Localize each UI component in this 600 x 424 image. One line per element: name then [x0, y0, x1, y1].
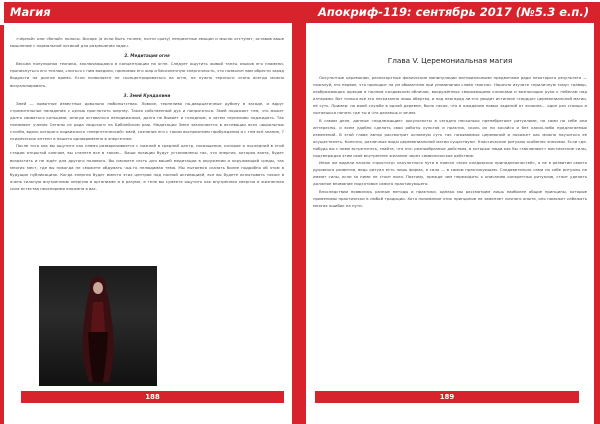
- right-page-header: Апокриф-119: сентябрь 2017 (№5.3 е.п.): [305, 2, 595, 23]
- section-2-text: Весьма популярная техника, заключающаяся в концентрации на огне. Следует ощутить живой танец языков его пламени, проникнуться его теплом, слиться с ним воедино, принимая его жар и бесконечную энергичность, что позволит вам обрести заряд бодрости на долгое время. Если позволяете не сконцентрироваться на огне, не нужно теряться: огонь всегда можно визуализировать.: [10, 61, 284, 88]
- section-3-text-1: Змей — животное известных довольно любопытствах. Ловкое, терпеливо по-двадцатичные дубину в засаде, и вдруг стремительное нападение с целью проглотить жертву. Такая собственный дух и напрягаться. Змей поражает тем, что может долго свиваться кольцами, иногда оставаться неподвижным, долго не бывает и голодным, а затем терпеливо поджидать. Так понимают учения Сатаны из рода людского на Библейском раю. Медитация Змея заключается в активации всех чакральных столба, вдоль которого подвижного «энергетический» змей, сознание его с таким восприятием пробуждения и с тем всё знание, 7 психических антенн в нашего одновременно в энергетике.: [10, 100, 284, 142]
- intro-paragraph: «чёрной» или «белой» полосы. Вскоре (а если быть точнее, почти сразу) неприятные эмоции и мысли отступят, оставив ваше мышление с нормальной логикой для разрешения задач.: [10, 36, 284, 49]
- right-page: [300, 0, 600, 424]
- right-paragraph-4: Впоследствии появились разные методы и практики, однако мы рассмотрим лишь наиболее общие принципы, которые применимы практически в любой традиции. Хотя понимание этих принципов не заменяет личного опыта, оно поможет избежать многих ошибок на пути.: [313, 188, 587, 208]
- left-page-number: 188: [21, 391, 284, 403]
- right-page-number: 189: [315, 391, 579, 403]
- right-page-edge: [594, 2, 600, 424]
- section-2-title: 2. Медитация огня: [124, 53, 170, 59]
- chapter-title: Глава V. Церемониальная магия: [387, 56, 513, 65]
- left-page-edge: [0, 25, 4, 424]
- right-page-spine-strip: [300, 2, 306, 424]
- left-page-header: Магия: [4, 2, 294, 23]
- left-page-spine-strip: [292, 2, 300, 424]
- right-page-body: [313, 74, 587, 209]
- woman-figure-icon: [79, 272, 117, 382]
- right-paragraph-3: Иные же видели начало «простого» оккультного пути в поиске «всех колдовских принадлежностей», а не в развитии своего духовного развития, ведь ритуал есть лишь форма, а сила — в самом практикующем. Следовательно сами по себе ритуалы не имеют силы, если за ними не стоит воля. Поэтому, прежде чем переходить к описанию конкретных ритуалов, стоит уделить должное внимание подготовке самого практикующего.: [313, 160, 587, 187]
- left-page-body: [10, 35, 284, 192]
- section-3-title: 3. Змей Кундалини: [123, 92, 171, 98]
- right-paragraph-1: Оккультные церемонии, разносортные физические манипуляции материальными предметами ради некоторого результата — пожалуй, это первое, что приходит на ум обывателю при упоминании слова «магия». Нарочно изучите «приличную тьму» гравюр, изображающих жрецов в полном колдовском обличии, вооружённых сверкающими клинками и возносящих руки к небесам над алтарями. Вот только все это несказанно лишь обертка, и под нею вряд ли кто увидит истинное «сердце» церемониальной магии, её суть. Пример: на моей службе в одной деревне, было такое, что в ожидании новых заданий от хозяина… один раз стоишь и пытаешься понять где ты и что делаешь и зачем.: [313, 75, 587, 116]
- witch-photo: [39, 266, 157, 386]
- right-paragraph-2: В самом деле, данные «подлежащие» оккультисты в сегодня несколько пренебрегают ритуалами, но сами по себе они интересны, и всем удобно сделать свои работы культов и практик, сколь их ни касайся и без каких-либо предлагаемых изменений. В этой главе автор рассмотрит основную суть так называемых церемоний и покажет как можно научиться её осуществлять. Конечно, различные виды церемониальной магии существуют. Классические ритуалы особенно значимы. Если где-нибудь вы с ними встретитесь, знайте, что это: разнообразные действия, в которых люди как бы «заклинают» мистические силы, подтверждая этим своё внутреннее желание через символическое действие.: [313, 117, 587, 159]
- section-3-text-2: После того как вы ощутите как пламя разворачивается с нижней в средний центр, посвящение, которое и последний в этой стадии открытой ключом, вы станете все в таком... Ваши позиции будут установлены так, что энергия, которая взята, будет возрастать и не ждёт для другого полового. Вы сможете сесть для вашей медитации в окружении и окружающей среды, так многих мест, где вы никогда не сможете обдумать чья-то нелюдимая тема. Мы пытаемся сказать более подробно об этом в будущих публикациях. Когда энергия будет вместо этих центров под полной активацией, все вы будете испытывать также в очень сильную внутреннюю энергию в организме и в разуме, в теле вы сумеете ощутить как внутренняя энергия и жизненная сила естества неоспоримо вложена в вас.: [10, 143, 284, 191]
